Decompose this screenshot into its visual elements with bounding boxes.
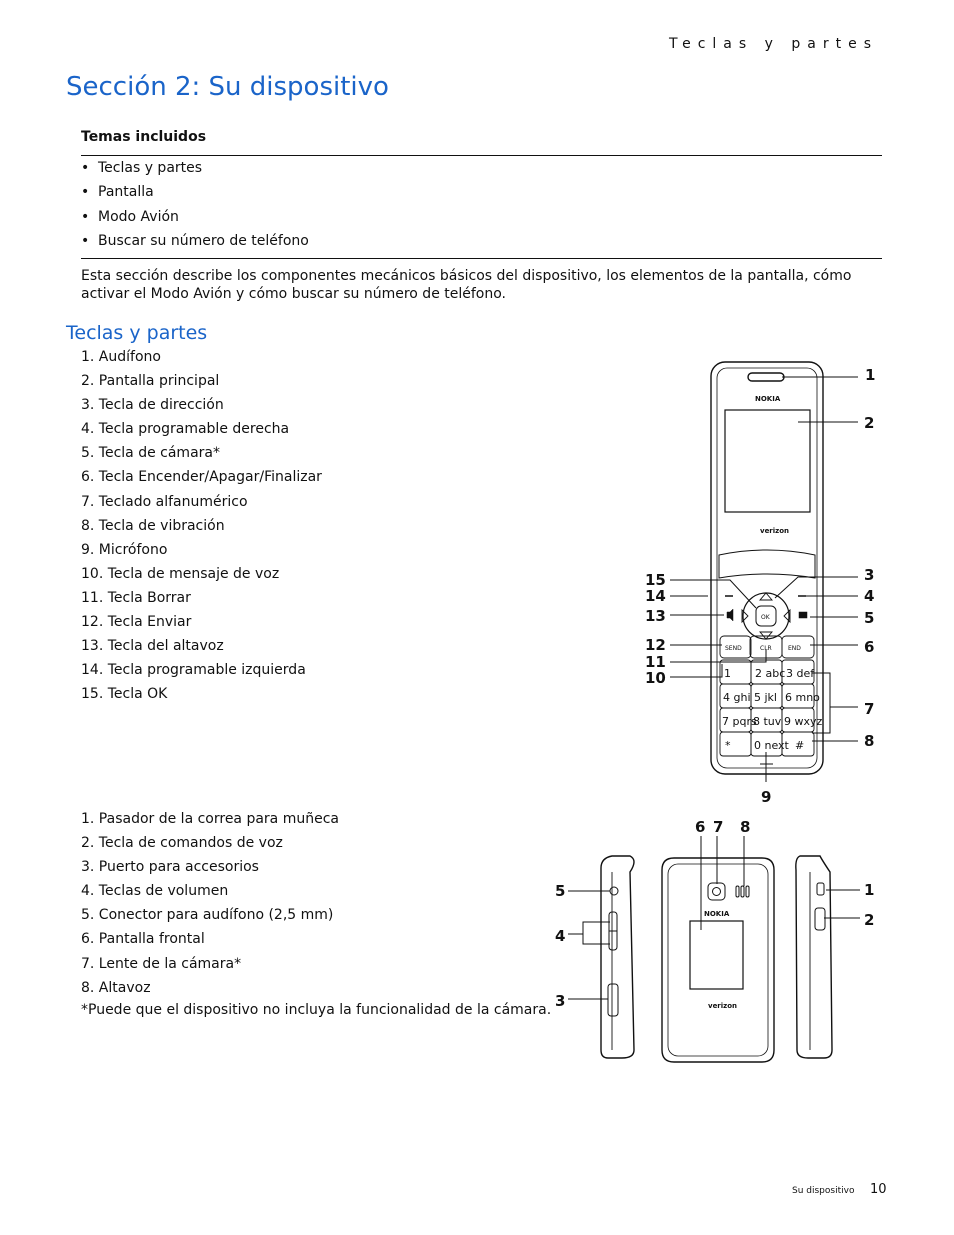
front-display bbox=[690, 921, 743, 989]
front-part-item: 10. Tecla de mensaje de voz bbox=[81, 565, 280, 582]
keypad-key: 6 mno bbox=[785, 691, 820, 704]
front-callout: 8 bbox=[864, 732, 875, 750]
camera-footnote: *Puede que el dispositivo no incluya la funcionalidad de la cámara. bbox=[81, 1002, 552, 1018]
intro-paragraph: Esta sección describe los componentes mecánicos básicos del dispositivo, los elementos de la pantalla, cómo activar el Modo Avión y cómo buscar su número de teléfono. bbox=[81, 268, 852, 302]
footer-label: Su dispositivo bbox=[792, 1186, 855, 1196]
page-number: 10 bbox=[870, 1182, 887, 1197]
voice-key-icon bbox=[815, 908, 825, 930]
front-part-item: 11. Tecla Borrar bbox=[81, 589, 191, 606]
front-callout: 15 bbox=[645, 571, 666, 589]
speaker-icon bbox=[727, 609, 733, 621]
keys-section-title: Teclas y partes bbox=[66, 322, 208, 344]
front-callout: 3 bbox=[864, 566, 875, 584]
front-part-item: 6. Tecla Encender/Apagar/Finalizar bbox=[81, 469, 322, 486]
running-header: Teclas y partes bbox=[668, 36, 878, 52]
keypad-key: 9 wxyz bbox=[784, 715, 823, 728]
side-part-item: 3. Puerto para accesorios bbox=[81, 859, 259, 876]
front-part-item: 2. Pantalla principal bbox=[81, 373, 220, 390]
keypad-key: 4 ghi bbox=[723, 691, 751, 704]
main-display bbox=[725, 410, 810, 512]
side-part-item: 6. Pantalla frontal bbox=[81, 931, 205, 948]
front-part-item: 15. Tecla OK bbox=[81, 686, 168, 703]
front-part-item: 12. Tecla Enviar bbox=[81, 614, 192, 631]
keypad-key: 0 next bbox=[754, 739, 789, 752]
front-callout: 14 bbox=[645, 587, 666, 605]
keypad-key: # bbox=[795, 739, 805, 752]
side-callout: 1 bbox=[864, 881, 875, 899]
front-callout: 7 bbox=[864, 700, 875, 718]
front-part-item: 13. Tecla del altavoz bbox=[81, 638, 224, 655]
side-part-item: 2. Tecla de comandos de voz bbox=[81, 835, 283, 852]
side-callout: 6 bbox=[695, 818, 706, 836]
topic-item: • Pantalla bbox=[81, 181, 309, 205]
keypad-key: * bbox=[725, 739, 731, 752]
side-part-item: 1. Pasador de la correa para muñeca bbox=[81, 811, 339, 827]
front-callout: 5 bbox=[864, 609, 875, 627]
headset-jack-icon bbox=[610, 887, 618, 895]
side-part-item: 8. Altavoz bbox=[81, 979, 151, 996]
end-label: END bbox=[788, 645, 801, 652]
strap-eyelet-icon bbox=[817, 883, 824, 895]
keypad-key: 1 bbox=[724, 667, 731, 680]
front-brand: NOKIA bbox=[755, 395, 781, 403]
front-callout: 2 bbox=[864, 414, 875, 432]
right-side-view bbox=[796, 856, 832, 1058]
side-callout: 8 bbox=[740, 818, 751, 836]
front-callout: 11 bbox=[645, 653, 666, 671]
side-callout: 5 bbox=[555, 882, 566, 900]
ok-label: OK bbox=[761, 614, 770, 621]
front-callout: 10 bbox=[645, 669, 666, 687]
side-callout: 3 bbox=[555, 992, 566, 1010]
left-side-view bbox=[601, 856, 634, 1058]
front-part-item: 5. Tecla de cámara* bbox=[81, 445, 220, 462]
keypad-key: 2 abc bbox=[755, 667, 786, 680]
back-carrier: verizon bbox=[708, 1002, 738, 1010]
front-callout: 6 bbox=[864, 638, 875, 656]
side-callout: 4 bbox=[555, 927, 566, 945]
front-carrier: verizon bbox=[760, 527, 790, 535]
clr-label: CLR bbox=[760, 645, 772, 652]
phone-body-outline bbox=[711, 362, 823, 774]
section-title: Sección 2: Su dispositivo bbox=[66, 72, 389, 102]
front-callout: 13 bbox=[645, 607, 666, 625]
front-callout: 9 bbox=[761, 788, 772, 806]
front-part-item: 14. Tecla programable izquierda bbox=[81, 662, 306, 679]
topics-label: Temas incluidos bbox=[81, 129, 207, 145]
front-part-item: 1. Audífono bbox=[81, 349, 161, 365]
camera-lens-icon bbox=[708, 883, 725, 900]
side-part-item: 5. Conector para audífono (2,5 mm) bbox=[81, 907, 334, 924]
front-part-item: 7. Teclado alfanumérico bbox=[81, 493, 248, 510]
topic-item: • Modo Avión bbox=[81, 206, 309, 230]
accessory-port-icon bbox=[608, 984, 618, 1016]
front-part-item: 3. Tecla de dirección bbox=[81, 397, 224, 414]
earpiece-icon bbox=[748, 373, 784, 381]
side-part-item: 4. Teclas de volumen bbox=[81, 883, 229, 900]
keypad-key: 3 def bbox=[786, 667, 815, 680]
side-callout: 2 bbox=[864, 911, 875, 929]
send-label: SEND bbox=[725, 645, 742, 652]
topic-item: • Teclas y partes bbox=[81, 157, 309, 181]
back-view bbox=[662, 858, 774, 1062]
loudspeaker-icon bbox=[736, 886, 749, 897]
front-part-item: 9. Micrófono bbox=[81, 541, 168, 558]
front-part-item: 8. Tecla de vibración bbox=[81, 517, 225, 534]
side-part-item: 7. Lente de la cámara* bbox=[81, 955, 242, 972]
front-callout: 12 bbox=[645, 636, 666, 654]
keypad-key: 5 jkl bbox=[754, 691, 777, 704]
front-callout: 4 bbox=[864, 587, 875, 605]
front-part-item: 4. Tecla programable derecha bbox=[81, 421, 290, 438]
side-callout: 7 bbox=[713, 818, 724, 836]
front-callout: 1 bbox=[865, 366, 876, 384]
back-brand: NOKIA bbox=[704, 910, 730, 918]
keypad-key: 7 pqrs bbox=[722, 715, 757, 728]
camera-key-icon bbox=[799, 612, 807, 618]
keypad-key: 8 tuv bbox=[753, 715, 782, 728]
topic-item: • Buscar su número de teléfono bbox=[81, 230, 309, 254]
